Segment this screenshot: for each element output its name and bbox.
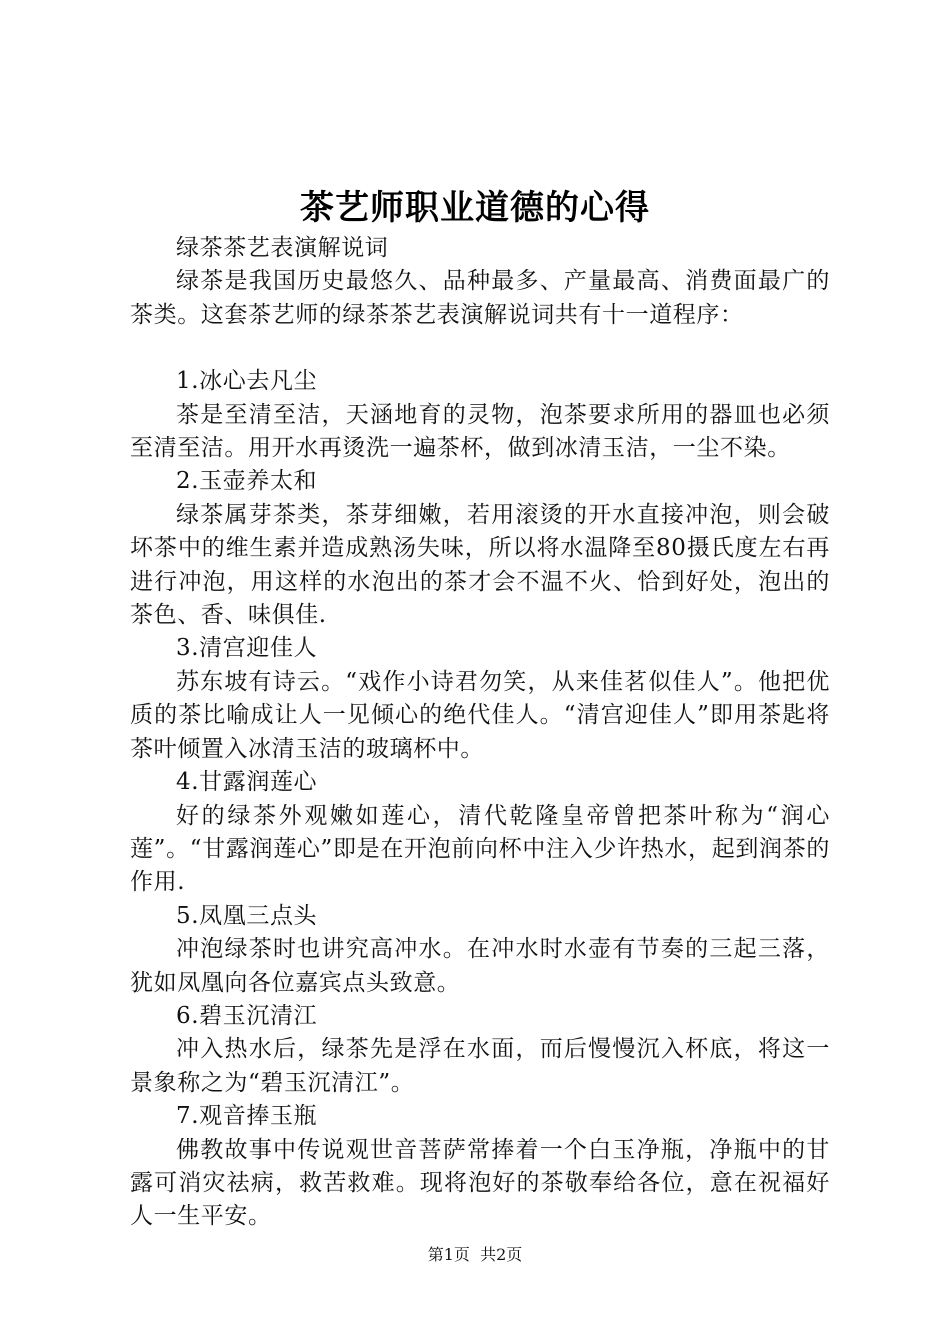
step-text-4: 好的绿茶外观嫩如莲心，清代乾隆皇帝曾把茶叶称为“润心莲”。“甘露润莲心”即是在开泡前向杯中注入少许热水，起到润茶的作用. [130, 802, 830, 896]
step-text-3: 苏东坡有诗云。“戏作小诗君勿笑，从来佳茗似佳人”。他把优质的茶比喻成让人一见倾心的绝代佳人。“清宫迎佳人”即用茶匙将茶叶倾置入冰清玉洁的玻璃杯中。 [130, 668, 830, 762]
step-heading-4: 4.甘露润莲心 [176, 769, 318, 796]
document-title: 茶艺师职业道德的心得 [300, 188, 650, 228]
page-indicator: 第1页 共2页 [427, 1245, 523, 1264]
step-text-5: 冲泡绿茶时也讲究高冲水。在冲水时水壶有节奏的三起三落，犹如凤凰向各位嘉宾点头致意。 [130, 936, 830, 996]
step-text-1: 茶是至清至洁，天涵地育的灵物，泡茶要求所用的器皿也必须至清至洁。用开水再烫洗一遍茶杯，做到冰清玉洁，一尘不染。 [130, 401, 830, 462]
step-heading-5: 5.凤凰三点头 [176, 902, 318, 929]
step-heading-1: 1.冰心去凡尘 [176, 368, 318, 395]
step-heading-3: 3.清宫迎佳人 [176, 635, 318, 662]
step-heading-6: 6.碧玉沉清江 [176, 1002, 318, 1029]
step-text-2: 绿茶属芽茶类，茶芽细嫩，若用滚烫的开水直接冲泡，则会破坏茶中的维生素并造成熟汤失味，所以将水温降至80摄氏度左右再进行冲泡，用这样的水泡出的茶才会不温不火、恰到好处，泡出的茶色、香、味俱佳. [130, 501, 830, 629]
step-text-7: 佛教故事中传说观世音菩萨常捧着一个白玉净瓶，净瓶中的甘露可消灾祛病，救苦救难。现将泡好的茶敬奉给各位，意在祝福好人一生平安。 [130, 1136, 830, 1230]
paragraph-intro: 绿茶是我国历史最悠久、品种最多、产量最高、消费面最广的茶类。这套茶艺师的绿茶茶艺表演解说词共有十一道程序： [130, 268, 830, 328]
document-body [130, 232, 830, 1234]
paragraph-subtitle: 绿茶茶艺表演解说词 [176, 235, 389, 261]
step-heading-7: 7.观音捧玉瓶 [176, 1103, 318, 1130]
step-text-6: 冲入热水后，绿茶先是浮在水面，而后慢慢沉入杯底，将这一景象称之为“碧玉沉清江”。 [130, 1036, 830, 1096]
page-footer [0, 1244, 950, 1266]
step-heading-2: 2.玉壶养太和 [176, 468, 318, 495]
